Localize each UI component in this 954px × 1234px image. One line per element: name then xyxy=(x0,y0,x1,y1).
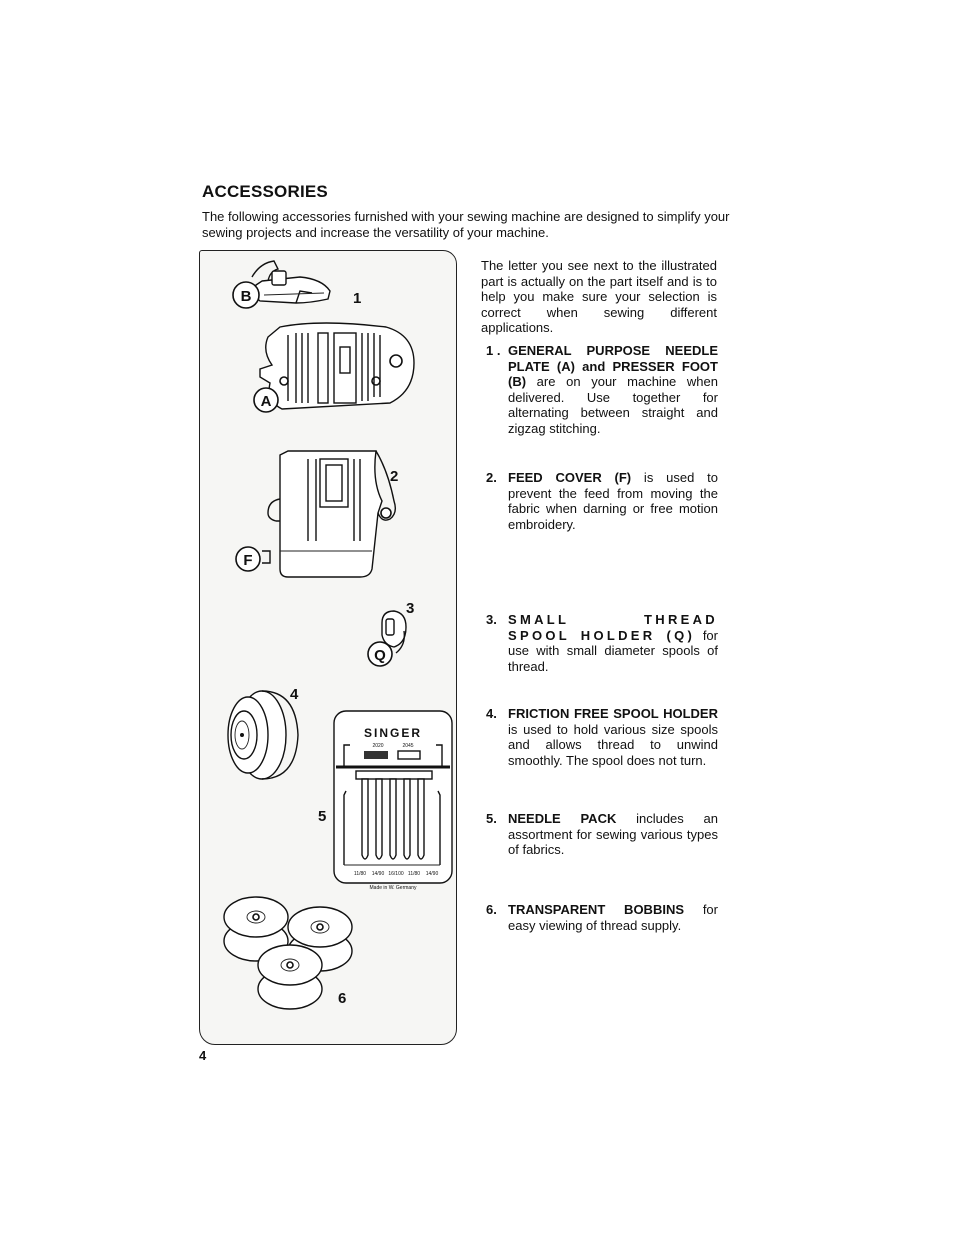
needle-pack-code-1: 2020 xyxy=(372,743,384,749)
accessory-item-3 xyxy=(486,612,718,674)
accessory-item-title: FRICTION FREE SPOOL HOLDER xyxy=(508,706,718,721)
callout-f: F xyxy=(243,552,253,569)
friction-free-spool-holder-illustration xyxy=(228,691,298,779)
accessory-item-2 xyxy=(486,470,718,532)
presser-foot-illustration xyxy=(252,261,330,303)
accessory-item-title: GENERAL PURPOSE NEEDLE PLATE (A) and PRESSER FOOT (B) xyxy=(508,343,718,389)
callout-q: Q xyxy=(374,647,386,664)
accessory-item-text: for easy viewing of thread supply. xyxy=(508,902,718,933)
feed-cover-illustration xyxy=(262,451,395,577)
accessories-illustration xyxy=(199,250,457,1045)
accessory-item-5 xyxy=(486,811,718,858)
intro-paragraph: The following accessories furnished with your sewing machine are designed to simplify your sewing projects and increase the versatility of your machine. xyxy=(202,209,730,240)
callout-3: 3 xyxy=(406,600,415,617)
needle-size-1: 11/80 xyxy=(353,871,367,877)
accessory-item-number: 4. xyxy=(486,706,497,721)
accessory-item-title: TRANSPARENT BOBBINS xyxy=(508,902,685,917)
needle-size-4: 11/80 xyxy=(407,871,421,877)
accessory-item-text: is used to hold various size spools and allows thread to unwind smoothly. The spool does not turn. xyxy=(508,721,718,768)
needle-pack-illustration xyxy=(334,711,452,891)
callout-2: 2 xyxy=(390,468,399,485)
needle-size-3: 16/100 xyxy=(388,871,404,877)
needle-pack-origin: Made in W. Germany xyxy=(369,885,417,891)
accessory-item-6 xyxy=(486,902,718,933)
accessory-item-1 xyxy=(486,343,718,436)
accessory-item-title: NEEDLE PACK xyxy=(508,811,617,826)
accessory-item-text: includes an assortment for sewing various types of fabrics. xyxy=(508,811,718,857)
callout-4: 4 xyxy=(290,686,299,703)
accessory-item-text: is used to prevent the feed from moving the fabric when darning or free motion embroidery. xyxy=(508,470,718,532)
accessory-item-number: 3. xyxy=(486,612,497,627)
callout-b: B xyxy=(240,288,252,305)
accessory-item-title: SMALL THREAD SPOOL HOLDER (Q) xyxy=(508,612,718,643)
accessory-item-text: are on your machine when delivered. Use together for alternating between straight and zigzag stitching. xyxy=(508,374,718,436)
accessory-item-number: 2. xyxy=(486,470,497,485)
accessory-item-4 xyxy=(486,706,718,768)
needle-size-2: 14/90 xyxy=(371,871,385,877)
accessory-item-text: for use with small diameter spools of thread. xyxy=(508,627,718,674)
accessory-item-title: FEED COVER (F) xyxy=(508,470,632,485)
page-number: 4 xyxy=(199,1048,207,1063)
page-heading: ACCESSORIES xyxy=(202,182,328,201)
callout-1: 1 xyxy=(353,290,362,307)
accessory-item-number: 1 . xyxy=(486,343,501,358)
bobbins-illustration xyxy=(224,897,352,1009)
accessory-item-number: 6. xyxy=(486,902,497,917)
letter-note: The letter you see next to the illustrated part is actually on the part itself and is to help you make sure your selection is correct when sewing different applications. xyxy=(481,258,717,335)
callout-5: 5 xyxy=(318,808,327,825)
accessory-item-number: 5. xyxy=(486,811,497,826)
needle-size-5: 14/90 xyxy=(425,871,439,877)
needle-pack-code-2: 2045 xyxy=(402,743,414,749)
needle-pack-brand: SINGER xyxy=(363,726,423,740)
needle-plate-illustration xyxy=(260,323,414,409)
callout-a: A xyxy=(260,393,272,410)
callout-6: 6 xyxy=(338,990,347,1007)
